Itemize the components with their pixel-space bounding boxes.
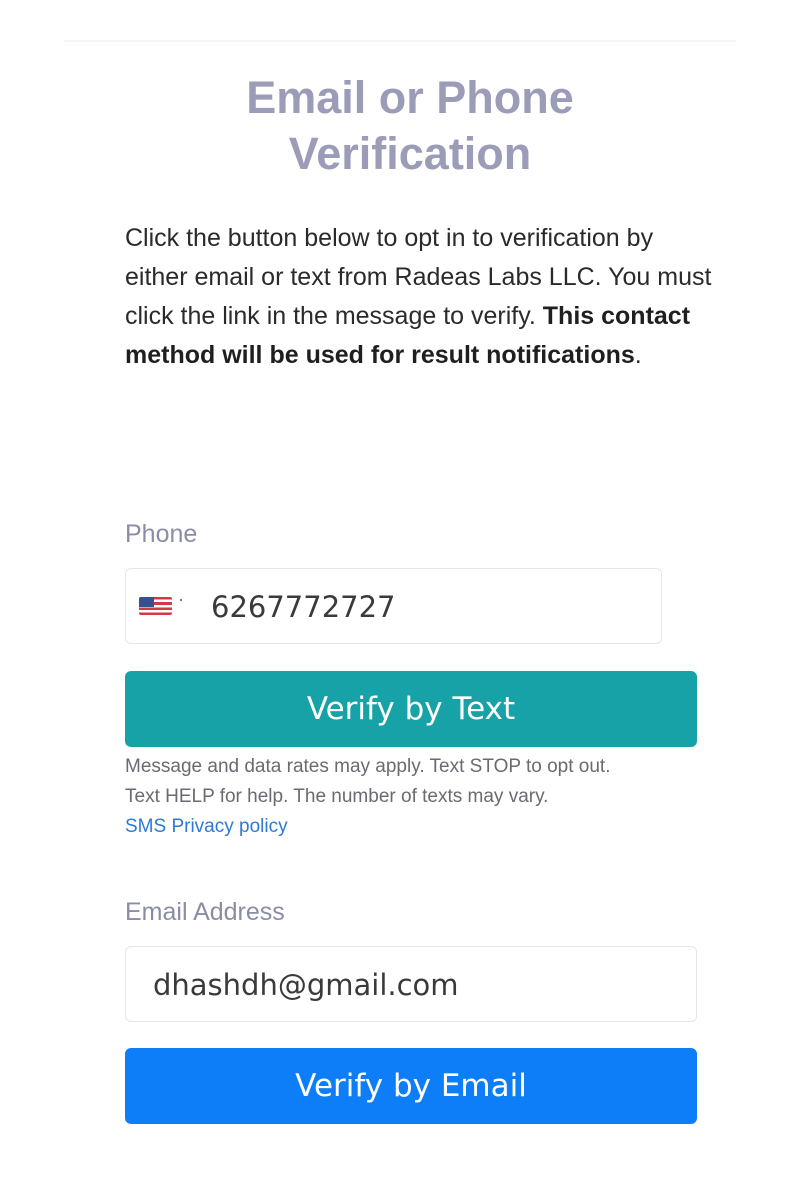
phone-field[interactable] — [125, 568, 662, 644]
sms-disclaimer — [125, 752, 715, 842]
country-dropdown-caret[interactable]: · — [178, 589, 184, 609]
sms-privacy-policy-link[interactable]: SMS Privacy policy — [125, 816, 288, 837]
phone-label: Phone — [125, 520, 198, 548]
page-title — [100, 70, 720, 182]
disclaimer-line-1: Message and data rates may apply. Text STOP to opt out. — [125, 756, 611, 777]
email-label: Email Address — [125, 898, 285, 926]
verify-by-email-button[interactable]: Verify by Email — [125, 1048, 697, 1124]
description-bold-text: This contact method will be used for result notifications — [125, 302, 691, 369]
top-divider — [64, 40, 736, 42]
disclaimer-line-2: Text HELP for help. The number of texts may vary. — [125, 786, 549, 807]
email-input[interactable] — [153, 965, 673, 1005]
page-title-line2: Verification — [288, 128, 532, 179]
description-text: Click the button below to opt in to verification by either email or text from Radeas Labs LLC. You must click the link in the message to verify. — [125, 224, 712, 330]
description-suffix: . — [634, 341, 642, 369]
us-flag-icon[interactable] — [139, 597, 172, 615]
page-title-line1: Email or Phone — [246, 72, 574, 123]
email-field[interactable] — [125, 946, 697, 1022]
description-paragraph — [125, 219, 715, 375]
phone-input[interactable] — [211, 587, 641, 627]
verify-by-text-button[interactable]: Verify by Text — [125, 671, 697, 747]
